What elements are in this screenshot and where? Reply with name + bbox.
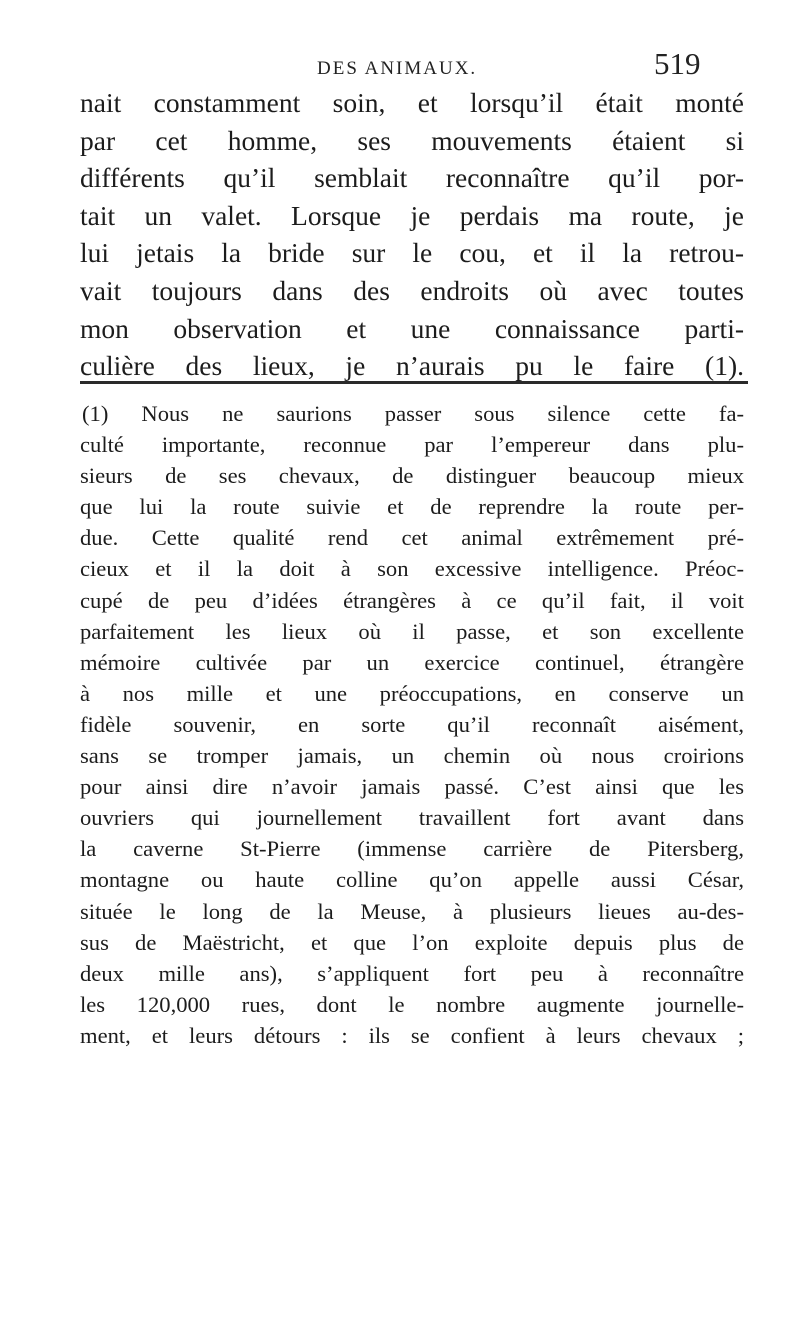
footnote-line: parfaitement les lieux où il passe, et son excellente: [80, 618, 744, 644]
footnote-line: (1) Nous ne saurions passer sous silence cette fa-: [82, 401, 744, 426]
footnote-line: fidèle souvenir, en sorte qu’il reconnaît aisément,: [80, 711, 744, 737]
footnote-line: deux mille ans), s’appliquent fort peu à reconnaître: [80, 960, 744, 986]
footnote-divider: [80, 381, 748, 384]
text-line: nait constamment soin, et lorsqu’il était monté: [80, 87, 744, 118]
running-title: DES ANIMAUX.: [317, 58, 478, 79]
footnote-line: la caverne St-Pierre (immense carrière de Pitersberg,: [80, 836, 744, 862]
footnote-line: culté importante, reconnue par l’empereur dans plu-: [80, 432, 744, 458]
footnote-line: due. Cette qualité rend cet animal extrêmement pré-: [80, 525, 744, 551]
footnote-line: mémoire cultivée par un exercice continuel, étrangère: [80, 649, 744, 675]
footnote-line: cupé de peu d’idées étrangères à ce qu’il fait, il voit: [80, 587, 744, 613]
footnote-line: ment, et leurs détours : ils se confient à leurs chevaux ;: [80, 1022, 744, 1048]
footnote-line: à nos mille et une préoccupations, en conserve un: [80, 680, 744, 706]
footnote-line: sieurs de ses chevaux, de distinguer beaucoup mieux: [80, 463, 744, 489]
text-line: vait toujours dans des endroits où avec toutes: [80, 274, 744, 306]
footnote-line: située le long de la Meuse, à plusieurs lieues au-des-: [80, 898, 744, 924]
footnote-line: les 120,000 rues, dont le nombre augmente journelle-: [80, 991, 744, 1017]
text-line: lui jetais la bride sur le cou, et il la retrou-: [80, 237, 744, 269]
text-line: mon observation et une connaissance parti-: [80, 312, 744, 344]
text-line: tait un valet. Lorsque je perdais ma route, je: [80, 199, 744, 231]
footnote-line: sus de Maëstricht, et que l’on exploite depuis plus de: [80, 929, 744, 955]
footnote-line: ouvriers qui journellement travaillent fort avant dans: [80, 805, 744, 831]
footnote-line: que lui la route suivie et de reprendre la route per-: [80, 494, 744, 520]
footnote-line: pour ainsi dire n’avoir jamais passé. C’est ainsi que les: [80, 774, 744, 800]
footnote-line: cieux et il la doit à son excessive intelligence. Préoc-: [80, 556, 744, 582]
main-text: [80, 84, 744, 385]
footnote: [80, 398, 744, 1051]
text-line: différents qu’il semblait reconnaître qu’il por-: [80, 162, 744, 194]
page-number: 519: [654, 46, 701, 81]
text-line: culière des lieux, je n’aurais pu le faire (1).: [80, 350, 744, 382]
text-line: par cet homme, ses mouvements étaient si: [80, 124, 744, 156]
footnote-line: montagne ou haute colline qu’on appelle aussi César,: [80, 867, 744, 893]
footnote-line: sans se tromper jamais, un chemin où nous croirions: [80, 743, 744, 769]
